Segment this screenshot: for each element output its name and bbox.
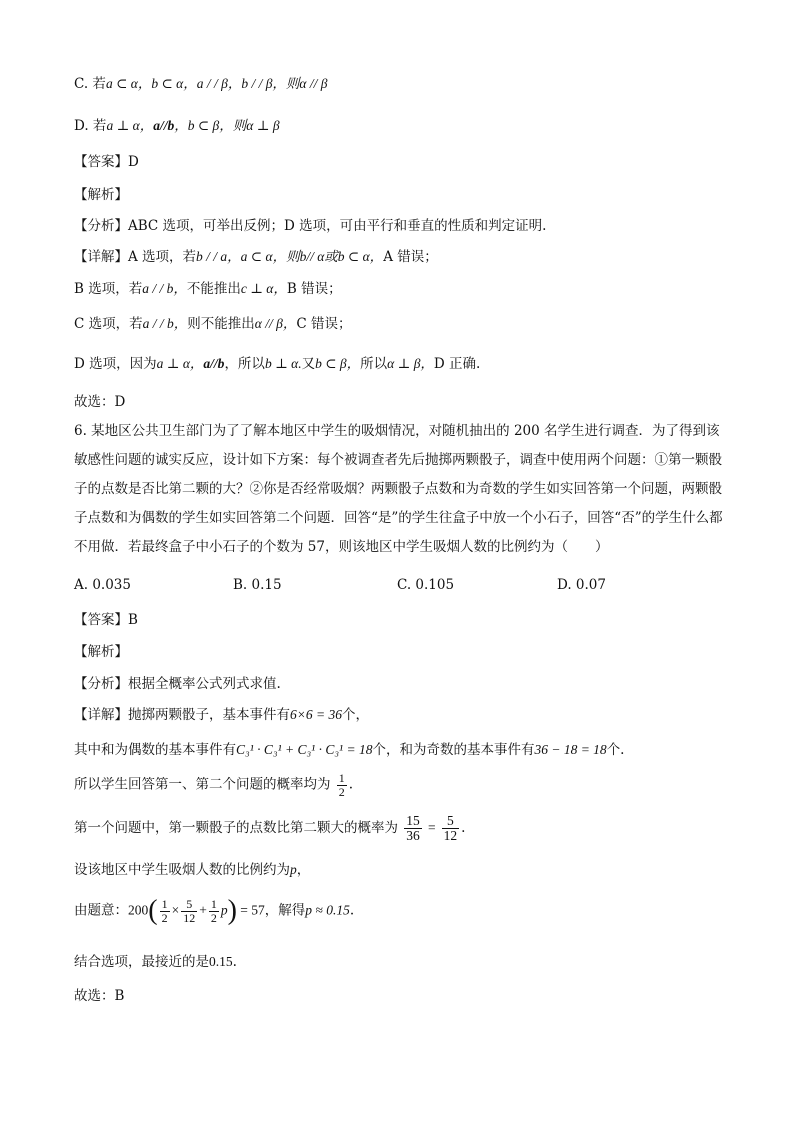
text: D 正确. <box>433 356 481 372</box>
analysis-text: 【分析】根据全概率公式列式求值. <box>74 676 281 692</box>
text: 【详解】抛掷两颗骰子，基本事件有 <box>74 707 290 723</box>
math: × <box>171 902 180 918</box>
text: C 选项，若 <box>74 316 143 332</box>
option-a: A. 0.035 <box>74 577 131 593</box>
text: 设该地区中学生吸烟人数的比例约为 <box>74 862 290 878</box>
text: . <box>461 820 466 837</box>
answer-label: 【答案】B <box>74 612 138 628</box>
math: a / / b， <box>142 316 188 331</box>
text: D 选项，因为 <box>74 356 157 372</box>
numerator: 15 <box>406 813 420 828</box>
option-b: B. 0.15 <box>233 577 282 593</box>
text: 则不能推出 <box>187 316 255 332</box>
math-bold: a//b <box>203 356 225 371</box>
option-c: C. 0.105 <box>397 577 455 593</box>
text: ， <box>296 862 311 878</box>
math: a ⊥ α， <box>106 118 154 133</box>
fraction <box>160 898 170 924</box>
math: C₃¹ · C₃¹ + C₃¹ · C₃¹ = 18 <box>236 742 373 757</box>
denominator: 2 <box>338 784 345 799</box>
math: + <box>199 902 207 918</box>
math: α // β， <box>254 316 297 331</box>
math: p ≈ 0.15 <box>305 902 350 918</box>
text: A 错误； <box>383 249 438 265</box>
math: 200 <box>128 902 149 918</box>
fraction <box>209 898 219 924</box>
text: 结合选项，最接近的是 <box>74 954 209 970</box>
math-bold: a//b <box>153 118 175 133</box>
math: 6×6 = 36 <box>290 707 342 722</box>
first-question-line <box>74 814 465 843</box>
math: 36 − 18 = 18 <box>534 742 607 757</box>
let-p-line <box>74 858 310 878</box>
text: 所以学生回答第一、第二个问题的概率均为 <box>74 776 331 793</box>
math: b ⊥ α. <box>264 356 302 371</box>
text: 所以 <box>360 356 388 372</box>
math: α ⊥ β， <box>387 356 434 371</box>
option-c-line <box>74 72 328 92</box>
option-d: D. 0.07 <box>557 577 606 593</box>
even-sum-line <box>74 738 624 758</box>
paren: ( <box>148 895 158 926</box>
text: 个， <box>341 707 369 723</box>
choose-label: 故选：D <box>74 394 126 410</box>
analysis-text: 【分析】ABC 选项，可举出反例；D 选项，可由平行和垂直的性质和判定证明. <box>74 218 547 234</box>
detail-line <box>74 245 438 265</box>
math: c ⊥ α， <box>240 281 287 296</box>
math: ，b ⊂ β，则α ⊥ β <box>174 118 280 133</box>
text: B 选项，若 <box>74 281 143 297</box>
denominator: 2 <box>161 910 168 925</box>
denominator: 36 <box>406 828 420 844</box>
math: p <box>290 862 297 877</box>
text: C. 若 <box>74 76 106 92</box>
text: . <box>349 902 355 919</box>
text: ，所以 <box>224 356 265 372</box>
math: a / / b， <box>142 281 187 296</box>
numerator: 1 <box>210 896 217 911</box>
combine-line <box>74 950 237 970</box>
answer-label: 【答案】D <box>74 154 139 170</box>
text: ，解得 <box>264 902 306 919</box>
math: 0.15 <box>209 954 233 969</box>
numerator: 1 <box>338 771 345 785</box>
half-prob-line <box>74 772 353 798</box>
numerator: 5 <box>442 814 460 829</box>
fraction <box>442 814 460 843</box>
text: . <box>348 776 354 793</box>
option-d-analysis <box>74 352 480 372</box>
text: 其中和为偶数的基本事件有 <box>74 742 236 758</box>
analysis-label: 【解析】 <box>74 187 128 203</box>
text: 由题意： <box>74 902 128 919</box>
numerator: 1 <box>161 896 168 911</box>
text: 第一个问题中，第一颗骰子的点数比第二颗大的概率为 <box>74 820 398 837</box>
option-d-line <box>74 114 280 134</box>
numerator: 5 <box>181 898 197 912</box>
math: = <box>423 820 440 836</box>
choose-label: 故选：B <box>74 988 125 1004</box>
math: b ⊂ β， <box>315 356 361 371</box>
text: D. 若 <box>74 118 107 134</box>
equation-line <box>74 895 354 927</box>
question-6: 6. 某地区公共卫生部门为了了解本地区中学生的吸烟情况，对随机抽出的 200 名学生进行调查．为了得到该敏感性问题的诚实反应，设计如下方案：每个被调查者先后抛掷两颗骰子，调查中使用两个问题：①第一颗骰子的点数是否比第二颗的大？②你是否经常吸烟？两颗骰子点数和为奇数的学生如实回答第一个问题，两颗骰子点数和为偶数的学生如实回答第二个问题．回答“是”的学生往盒子中放一个小石子，回答“否”的学生什么都不用做．若最终盒子中小石子的个数为 57，则该地区中学生吸烟人数的比例约为（ ） <box>74 423 723 555</box>
text: 【详解】A 选项，若 <box>74 249 197 265</box>
detail-line <box>74 703 369 723</box>
denominator: 2 <box>210 910 217 925</box>
fraction <box>337 772 347 798</box>
math: a ⊂ α，b ⊂ α，a / / β，b / / β，则α // β <box>105 76 328 91</box>
option-b-analysis <box>74 277 342 297</box>
math: a ⊥ α， <box>156 356 204 371</box>
text: 又 <box>301 356 316 372</box>
analysis-label: 【解析】 <box>74 644 128 660</box>
math: b / / a，a ⊂ α，则b// α或b ⊂ α， <box>196 249 384 264</box>
text: 个. <box>606 742 625 758</box>
paren: ) <box>227 895 237 926</box>
text: 个，和为奇数的基本事件有 <box>372 742 535 758</box>
text: B 错误； <box>286 281 342 297</box>
math: p <box>220 902 228 918</box>
math: = 57 <box>236 902 265 918</box>
denominator: 12 <box>183 910 196 925</box>
text: . <box>232 954 237 970</box>
option-c-analysis <box>74 312 351 332</box>
text: 不能推出 <box>186 281 241 297</box>
text: C 错误； <box>296 316 352 332</box>
fraction <box>404 814 422 843</box>
denominator: 12 <box>443 828 458 844</box>
fraction <box>181 898 197 924</box>
